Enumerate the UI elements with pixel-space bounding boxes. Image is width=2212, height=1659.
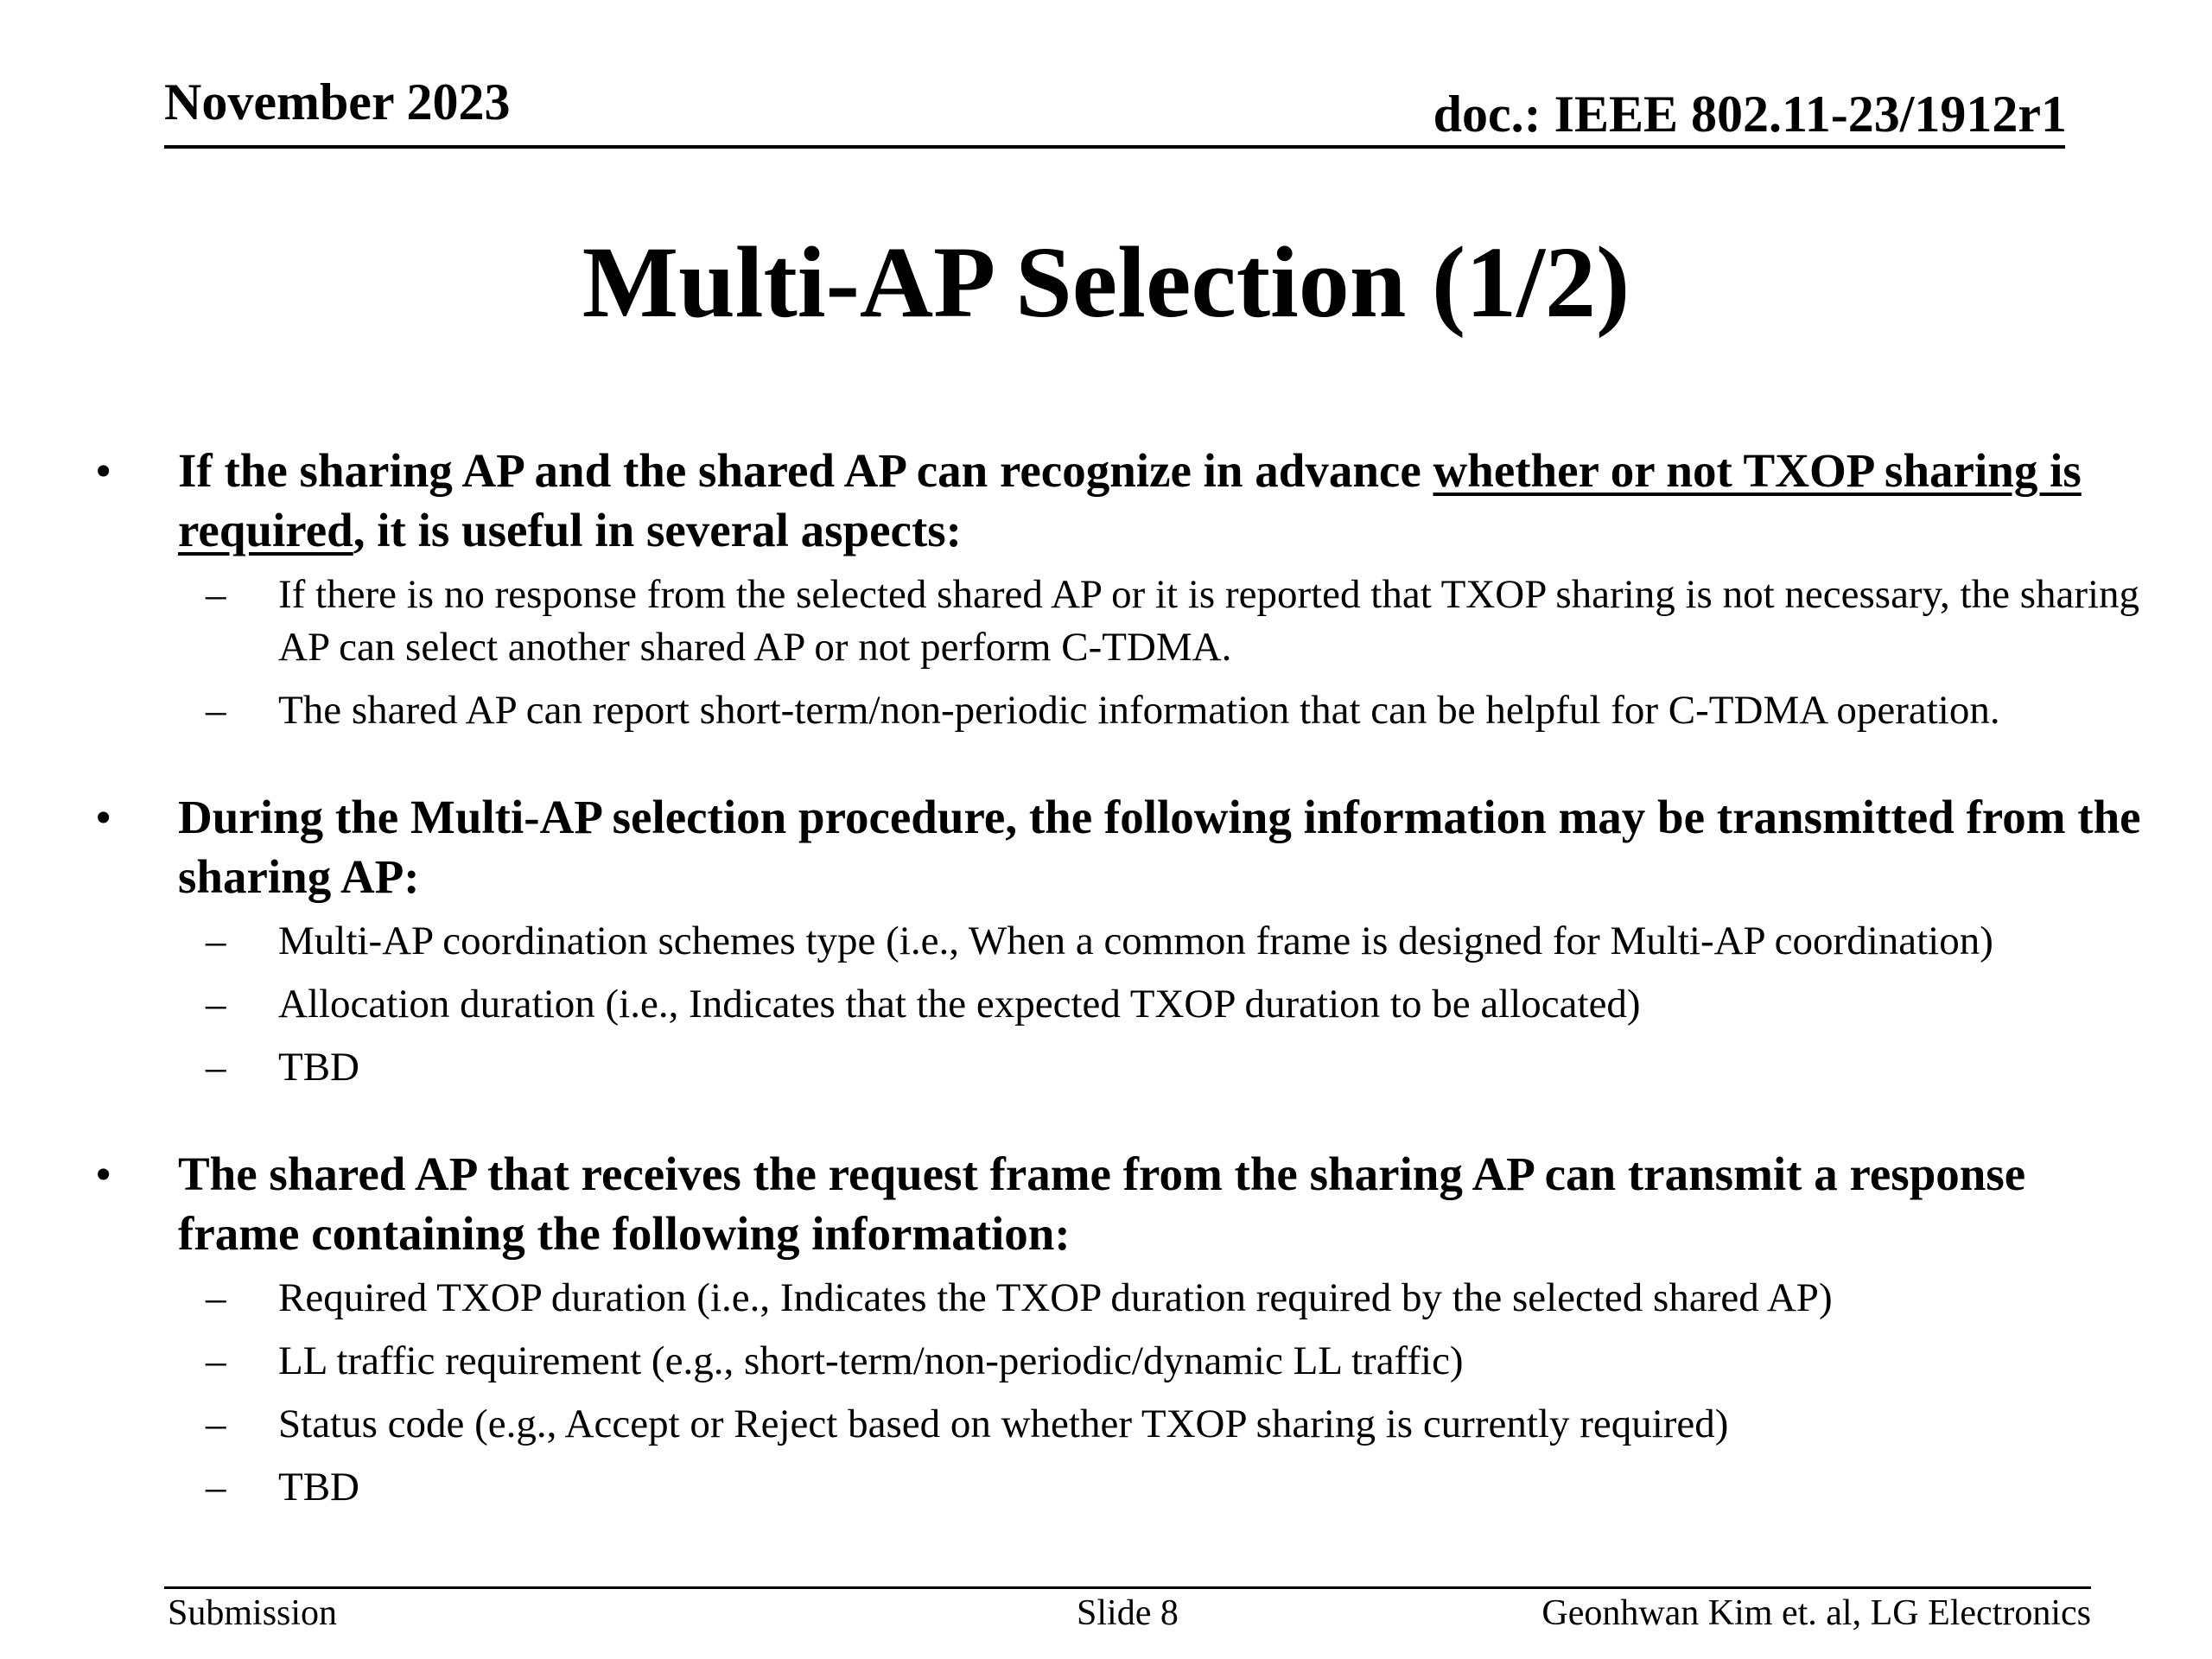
bullet-text: During the Multi-AP selection procedure, the following information may be transmitted from the sharing AP: xyxy=(178,791,2141,903)
sub-text: Multi-AP coordination schemes type (i.e., When a common frame is designed for Multi-AP coordination) xyxy=(278,918,1993,963)
sub-item xyxy=(86,569,2143,674)
sub-text: If there is no response from the selected shared AP or it is reported that TXOP sharing is not necessary, the sharing AP can select another shared AP or not perform C-TDMA. xyxy=(278,572,2140,670)
sub-mark: – xyxy=(206,688,226,733)
sub-list xyxy=(86,1272,2143,1514)
bullet-text: The shared AP that receives the request frame from the sharing AP can transmit a response frame containing the following information: xyxy=(178,1147,2026,1260)
bullet-item xyxy=(86,1144,2143,1263)
sub-text: The shared AP can report short-term/non-periodic information that can be helpful for C-TDMA operation. xyxy=(278,688,2000,733)
sub-item xyxy=(86,1041,2143,1094)
sub-text: Allocation duration (i.e., Indicates that the expected TXOP duration to be allocated) xyxy=(278,982,1641,1027)
sub-item xyxy=(86,978,2143,1031)
sub-mark: – xyxy=(206,1465,226,1510)
sub-mark: – xyxy=(206,918,226,963)
sub-mark: – xyxy=(206,1402,226,1446)
sub-text: Status code (e.g., Accept or Reject based on whether TXOP sharing is currently required) xyxy=(278,1402,1729,1446)
bullet-text: , it is useful in several aspects: xyxy=(353,504,962,556)
sub-item xyxy=(86,1335,2143,1388)
sub-item xyxy=(86,1272,2143,1325)
bullet-item xyxy=(86,787,2143,906)
sub-item xyxy=(86,684,2143,737)
sub-mark: – xyxy=(206,1275,226,1320)
bullet-item xyxy=(86,441,2143,560)
slide-content xyxy=(86,441,2143,1524)
header-date: November 2023 xyxy=(164,73,511,130)
sub-mark: – xyxy=(206,572,226,617)
slide-title: Multi-AP Selection (1/2) xyxy=(582,226,1630,339)
bullet-text-underlined: whether or not TXOP sharing is required xyxy=(178,444,2082,556)
bullet-mark: • xyxy=(95,791,112,843)
header-divider xyxy=(164,145,2065,149)
sub-mark: – xyxy=(206,1045,226,1090)
sub-text: Required TXOP duration (i.e., Indicates the TXOP duration required by the selected shared AP) xyxy=(278,1275,1833,1320)
sub-list xyxy=(86,915,2143,1094)
bullet-text: If the sharing AP and the shared AP can recognize in advance xyxy=(178,444,1433,497)
footer-author: Geonhwan Kim et. al, LG Electronics xyxy=(1541,1593,2091,1633)
sub-mark: – xyxy=(206,982,226,1027)
sub-text: LL traffic requirement (e.g., short-term/non-periodic/dynamic LL traffic) xyxy=(278,1338,1464,1383)
footer-submission: Submission xyxy=(168,1593,338,1633)
sub-list xyxy=(86,569,2143,737)
sub-item xyxy=(86,1461,2143,1514)
footer-slide-number: Slide 8 xyxy=(1077,1593,1179,1633)
sub-text: TBD xyxy=(278,1465,359,1510)
sub-item xyxy=(86,915,2143,968)
footer-divider xyxy=(164,1586,2091,1589)
bullet-mark: • xyxy=(95,444,112,497)
sub-text: TBD xyxy=(278,1045,359,1090)
header-doc-id: doc.: IEEE 802.11-23/1912r1 xyxy=(1433,86,2067,143)
sub-item xyxy=(86,1398,2143,1451)
bullet-mark: • xyxy=(95,1147,112,1200)
sub-mark: – xyxy=(206,1338,226,1383)
